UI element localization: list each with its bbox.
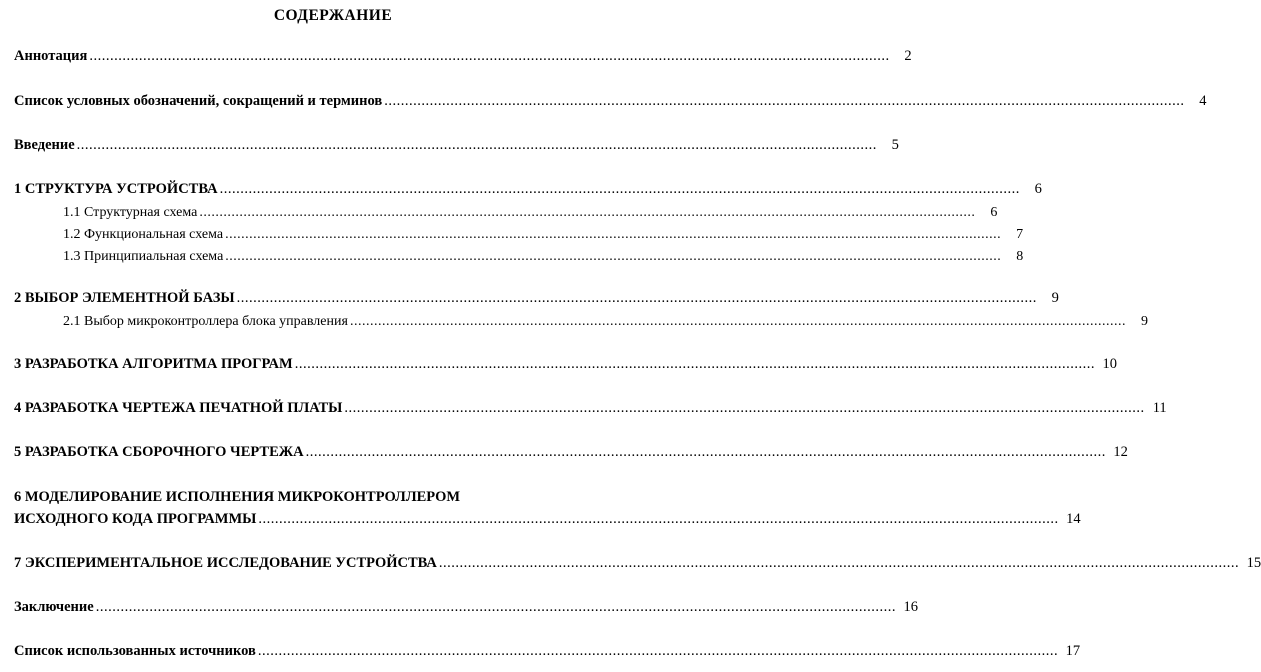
toc-page-number: 7	[1016, 227, 1024, 242]
toc-page-number: 6	[1034, 181, 1042, 197]
toc-page-number: 17	[1065, 643, 1081, 659]
toc-entry-section-1-1	[63, 204, 998, 221]
toc-page-number: 10	[1102, 356, 1117, 372]
toc-entry-section-1	[14, 181, 1042, 198]
toc-entry-section-1-3	[63, 248, 1024, 265]
toc-entry-section-7	[14, 555, 1261, 572]
toc-entry-annotation	[14, 48, 912, 65]
toc-entry-introduction	[14, 137, 899, 154]
toc-page-number: 6	[990, 205, 998, 220]
toc-entry-section-6-line1: 6 МОДЕЛИРОВАНИЕ ИСПОЛНЕНИЯ МИКРОКОНТРОЛЛЕРОМ	[14, 489, 461, 505]
toc-page-number: 9	[1140, 314, 1148, 329]
toc-entry-text: 4 РАЗРАБОТКА ЧЕРТЕЖА ПЕЧАТНОЙ ПЛАТЫ	[14, 400, 343, 416]
toc-entry-section-1-2	[63, 226, 1024, 243]
toc-entry-text: Список использованных источников	[14, 643, 256, 659]
toc-entry-text: Аннотация	[14, 48, 88, 64]
toc-entry-text: 7 ЭКСПЕРИМЕНТАЛЬНОЕ ИССЛЕДОВАНИЕ УСТРОЙСТВА	[14, 555, 437, 571]
toc-entry-text: Список условных обозначений, сокращений и терминов	[14, 93, 383, 109]
toc-entry-references	[14, 643, 1081, 660]
toc-entry-text: 1.3 Принципиальная схема	[63, 249, 224, 264]
toc-entry-section-2	[14, 290, 1059, 307]
toc-leader-dots: ..................................................................................................................................................................................................	[89, 48, 890, 64]
toc-entry-text: 2 ВЫБОР ЭЛЕМЕНТНОЙ БАЗЫ	[14, 290, 235, 306]
toc-entry-text: ИСХОДНОГО КОДА ПРОГРАММЫ	[14, 511, 257, 527]
toc-leader-dots: ..................................................................................................................................................................................................	[344, 400, 1145, 416]
toc-entry-text: 5 РАЗРАБОТКА СБОРОЧНОГО ЧЕРТЕЖА	[14, 444, 304, 460]
toc-leader-dots: ..................................................................................................................................................................................................	[438, 555, 1240, 571]
toc-entry-text: 2.1 Выбор микроконтроллера блока управления	[63, 314, 348, 329]
toc-entry-section-5	[14, 444, 1128, 461]
toc-leader-dots: ..................................................................................................................................................................................................	[219, 181, 1020, 197]
toc-page-number: 14	[1066, 511, 1081, 527]
toc-leader-dots: ..................................................................................................................................................................................................	[294, 356, 1095, 372]
toc-page-number: 11	[1152, 400, 1167, 416]
toc-entry-section-4	[14, 400, 1167, 417]
toc-page-number: 12	[1113, 444, 1128, 460]
toc-leader-dots: ..................................................................................................................................................................................................	[76, 137, 877, 153]
toc-page-number: 5	[891, 137, 899, 153]
toc-leader-dots: ..................................................................................................................................................................................................	[305, 444, 1106, 460]
toc-entry-section-2-1	[63, 313, 1148, 330]
toc-title: СОДЕРЖАНИЕ	[273, 7, 393, 24]
toc-entry-section-6	[14, 511, 1081, 528]
toc-entry-text: 3 РАЗРАБОТКА АЛГОРИТМА ПРОГРАМ	[14, 356, 293, 372]
toc-leader-dots: ..................................................................................................................................................................................................	[349, 314, 1126, 329]
toc-leader-dots: ..................................................................................................................................................................................................	[236, 290, 1037, 306]
toc-entry-section-3	[14, 356, 1117, 373]
toc-page-number: 16	[903, 599, 918, 615]
toc-leader-dots: ..................................................................................................................................................................................................	[257, 643, 1059, 659]
toc-entry-text: 1.1 Структурная схема	[63, 205, 198, 220]
toc-page-number: 4	[1199, 93, 1207, 109]
toc-leader-dots: ..................................................................................................................................................................................................	[95, 599, 896, 615]
toc-page-number: 2	[904, 48, 912, 64]
toc-entry-abbreviations	[14, 93, 1207, 110]
toc-page-number: 15	[1246, 555, 1261, 571]
toc-page-number: 9	[1051, 290, 1059, 306]
toc-leader-dots: ..................................................................................................................................................................................................	[225, 249, 1002, 264]
toc-entry-text: 1.2 Функциональная схема	[63, 227, 224, 242]
toc-entry-text: Введение	[14, 137, 75, 153]
toc-leader-dots: ..................................................................................................................................................................................................	[199, 205, 976, 220]
toc-leader-dots: ..................................................................................................................................................................................................	[258, 511, 1059, 527]
toc-page-number: 8	[1016, 249, 1024, 264]
toc-entry-text: Заключение	[14, 599, 94, 615]
toc-entry-text: 1 СТРУКТУРА УСТРОЙСТВА	[14, 181, 218, 197]
toc-leader-dots: ..................................................................................................................................................................................................	[225, 227, 1002, 242]
toc-leader-dots: ..................................................................................................................................................................................................	[384, 93, 1185, 109]
toc-entry-conclusion	[14, 599, 918, 616]
